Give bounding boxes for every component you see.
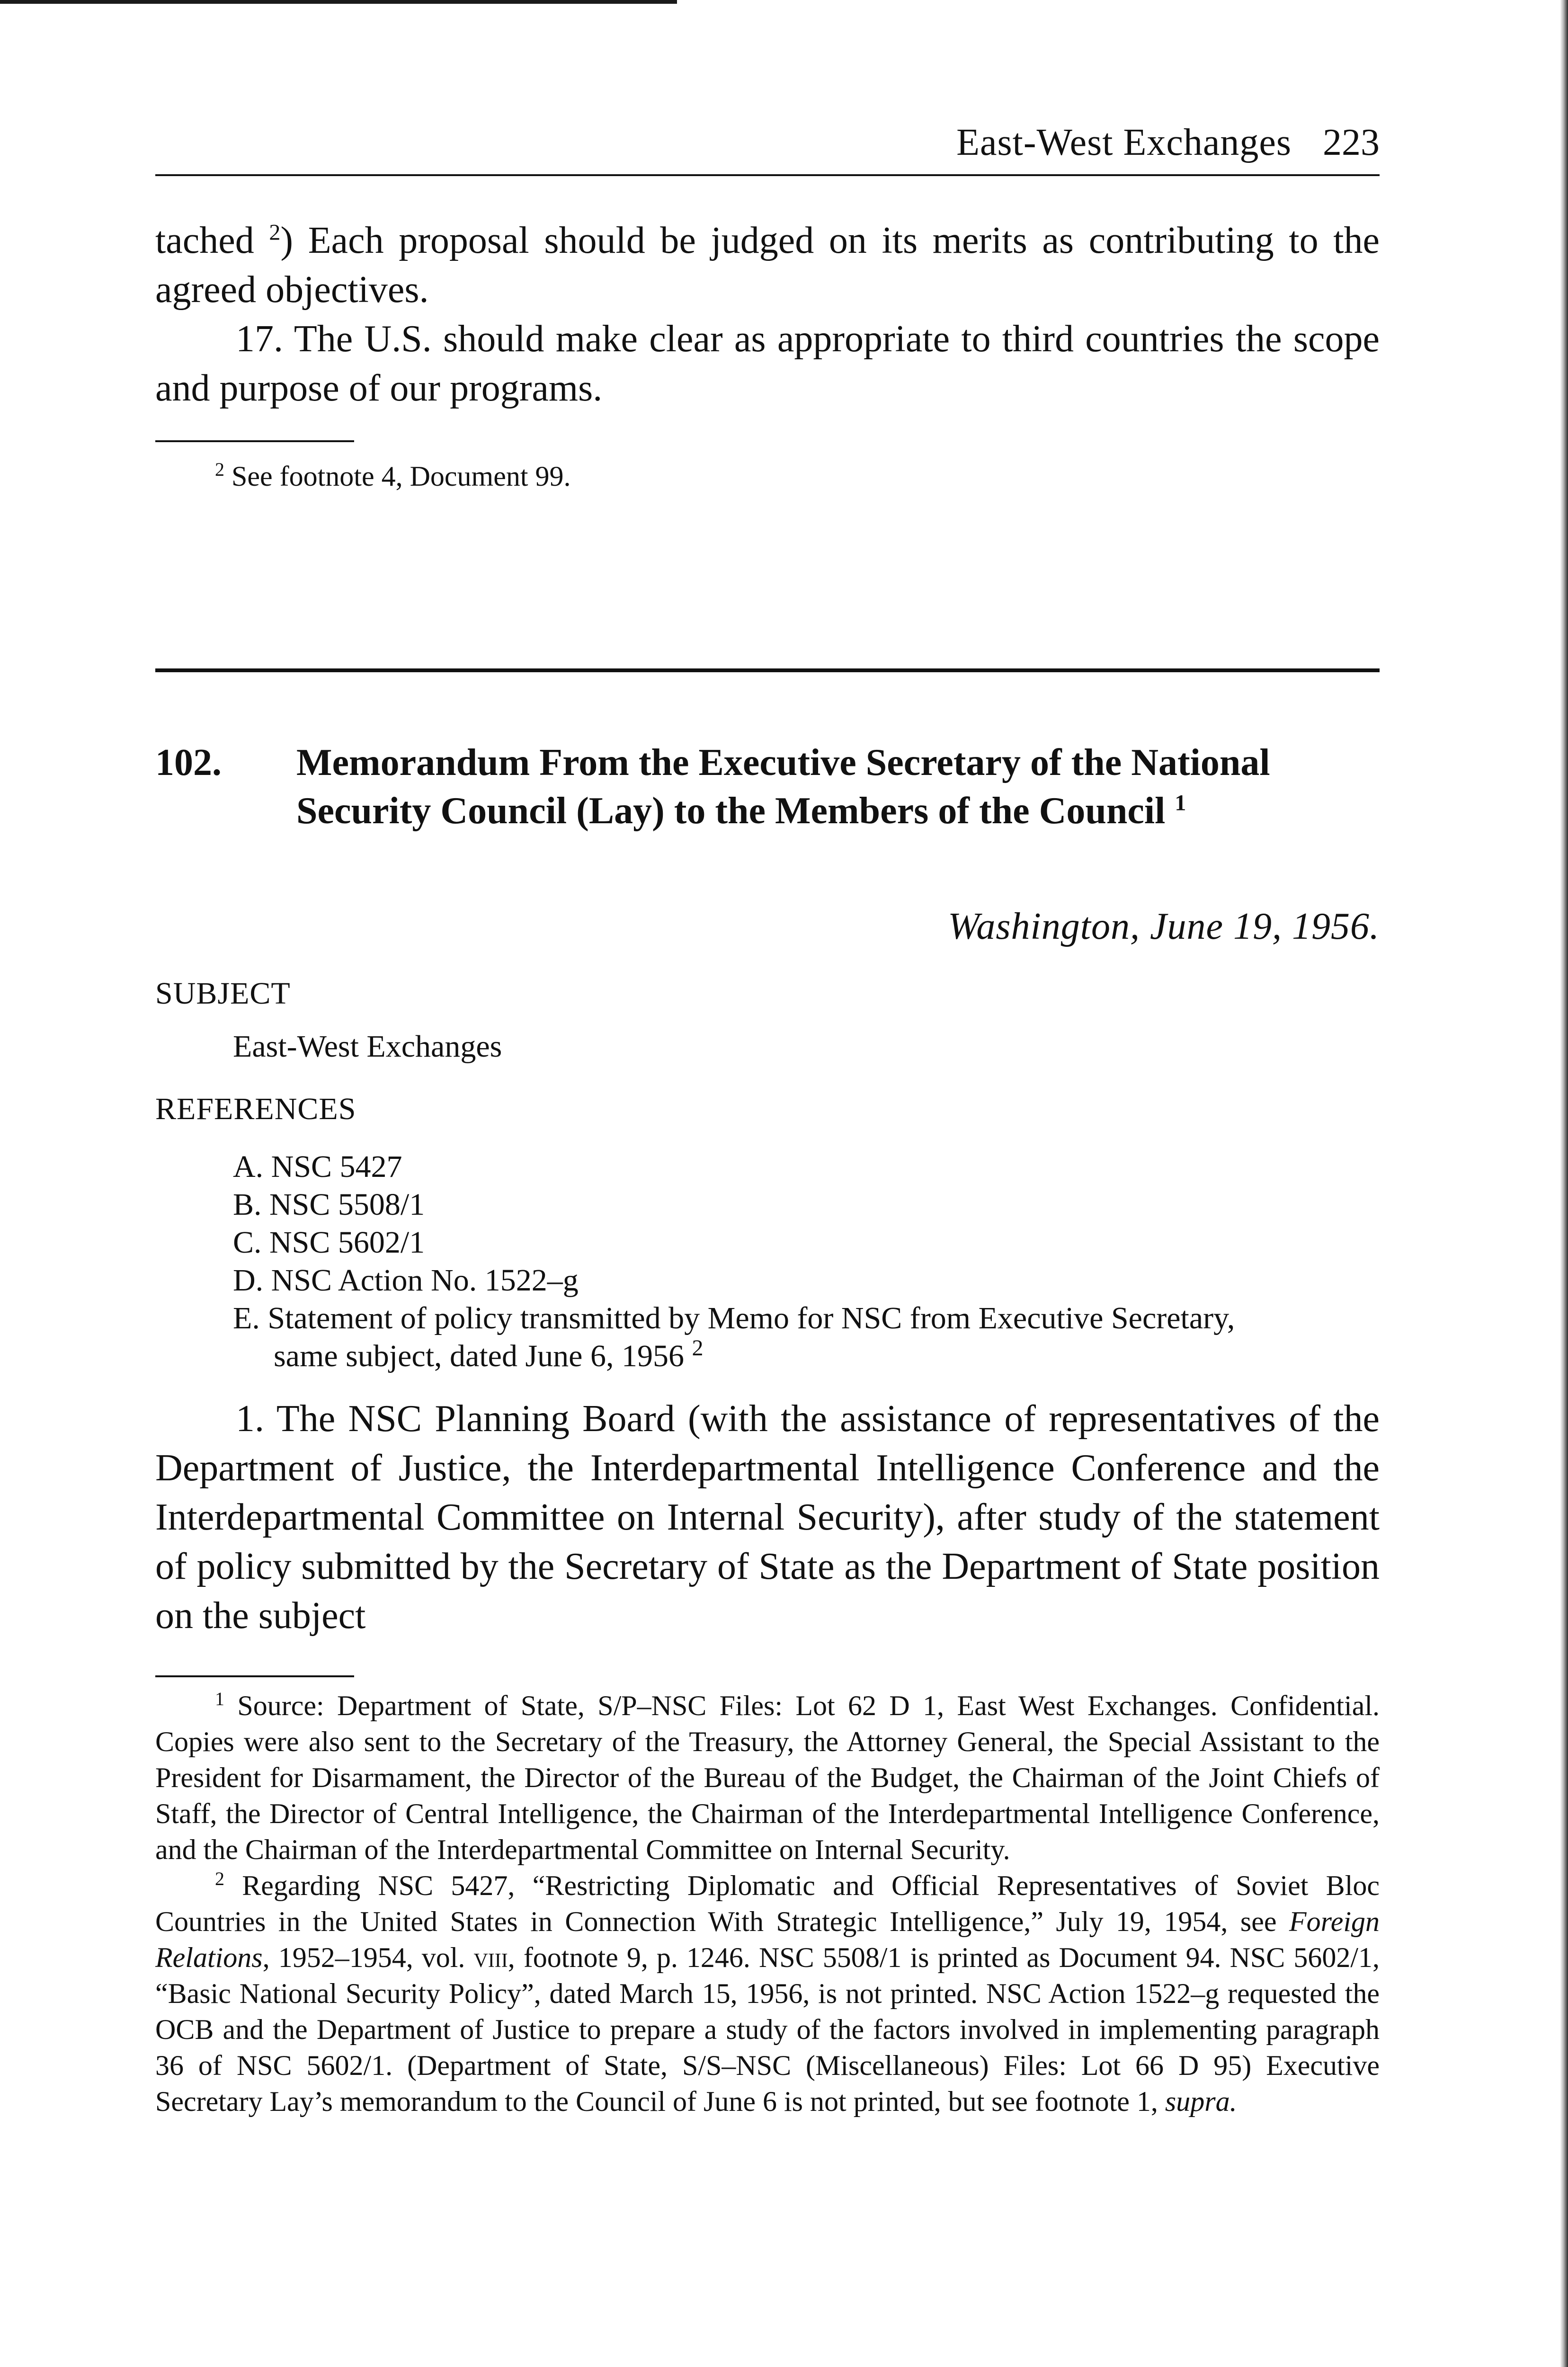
footnote-ref-2: 2 [692, 1335, 704, 1361]
footnote-ref-1: 1 [1175, 790, 1186, 816]
reference-item: E. Statement of policy transmitted by Memo for NSC from Executive Secretary, same subject, dated June 6, 1956 $^2$ [233, 1301, 1235, 1373]
subject-label: SUBJECT [155, 976, 291, 1011]
document-title: Memorandum From the Executive Secretary of the National Security Council (Lay) to the Members of the Council $^1$ [296, 742, 1270, 832]
document-number: 102. [155, 742, 222, 783]
footnotes [155, 1675, 1380, 2119]
page-number: 223 [1323, 122, 1380, 163]
continuation-paragraph: tached $^2$) Each proposal should be judged on its merits as contributing to the agreed objectives. [155, 220, 1380, 311]
previous-footnote: $^2$ See footnote 4, Document 99. [215, 459, 571, 492]
footnote-1: $^1$ Source: Department of State, S/P–NSC Files: Lot 62 D 1, East West Exchanges. Confidential. Copies were also sent to the Secretary of the Treasury, the Attorney General, the Special Assistant to the President for Disarmament, the Director of the Bureau of the Budget, the Chairman of the Joint Chiefs of Staff, the Director of Central Intelligence, the Chairman of the Interdepartmental Intelligence Conference, and the Chairman of the Interdepartmental Committee on Internal Security. [155, 1688, 1380, 1865]
references-label: REFERENCES [155, 1092, 356, 1126]
paragraph-17: 17. The U.S. should make clear as appropriate to third countries the scope and purpose of our programs. [155, 318, 1380, 409]
scan-top-edge [0, 0, 677, 4]
document-heading [155, 739, 1380, 835]
scan-right-edge [1560, 0, 1568, 2367]
reference-item: B. NSC 5508/1 [233, 1187, 425, 1222]
running-head-title: East-West Exchanges [956, 122, 1292, 163]
reference-item: C. NSC 5602/1 [233, 1225, 425, 1260]
running-head [155, 118, 1380, 176]
book-page [155, 118, 1380, 2119]
dateline: Washington, June 19, 1956. [948, 906, 1380, 947]
references-list [233, 1148, 1380, 1375]
subject-value: East-West Exchanges [233, 1029, 502, 1064]
reference-item: D. NSC Action No. 1522–g [233, 1263, 579, 1298]
footnote-ref-2: 2 [269, 220, 281, 245]
footnote-rule [155, 440, 354, 442]
body-paragraph-1: 1. The NSC Planning Board (with the assistance of representatives of the Department of Justice, the Interdepartmental Intelligence Conference and the Interdepartmental Committee on Internal Security), after study of the statement of policy submitted by the Secretary of State as the Department of State position on the subject [155, 1398, 1380, 1637]
footnote-2: $^2$ Regarding NSC 5427, “Restricting Diplomatic and Official Representatives of Soviet Bloc Countries in the United States in Connection With Strategic Intelligence,” July 19, 1954, see Foreign Relations, 1952–1954, vol. viii, footnote 9, p. 1246. NSC 5508/1 is printed as Document 94. NSC 5602/1, “Basic National Security Policy”, dated March 15, 1956, is not printed. NSC Action 1522–g requested the OCB and the Department of Justice to prepare a study of the factors involved in implementing paragraph 36 of NSC 5602/1. (Department of State, S/S–NSC (Miscellaneous) Files: Lot 66 D 95) Executive Secretary Lay’s memorandum to the Council of June 6 is not printed, but see footnote 1, supra. [155, 1868, 1380, 2117]
section-divider [155, 668, 1380, 672]
reference-item: A. NSC 5427 [233, 1149, 402, 1184]
